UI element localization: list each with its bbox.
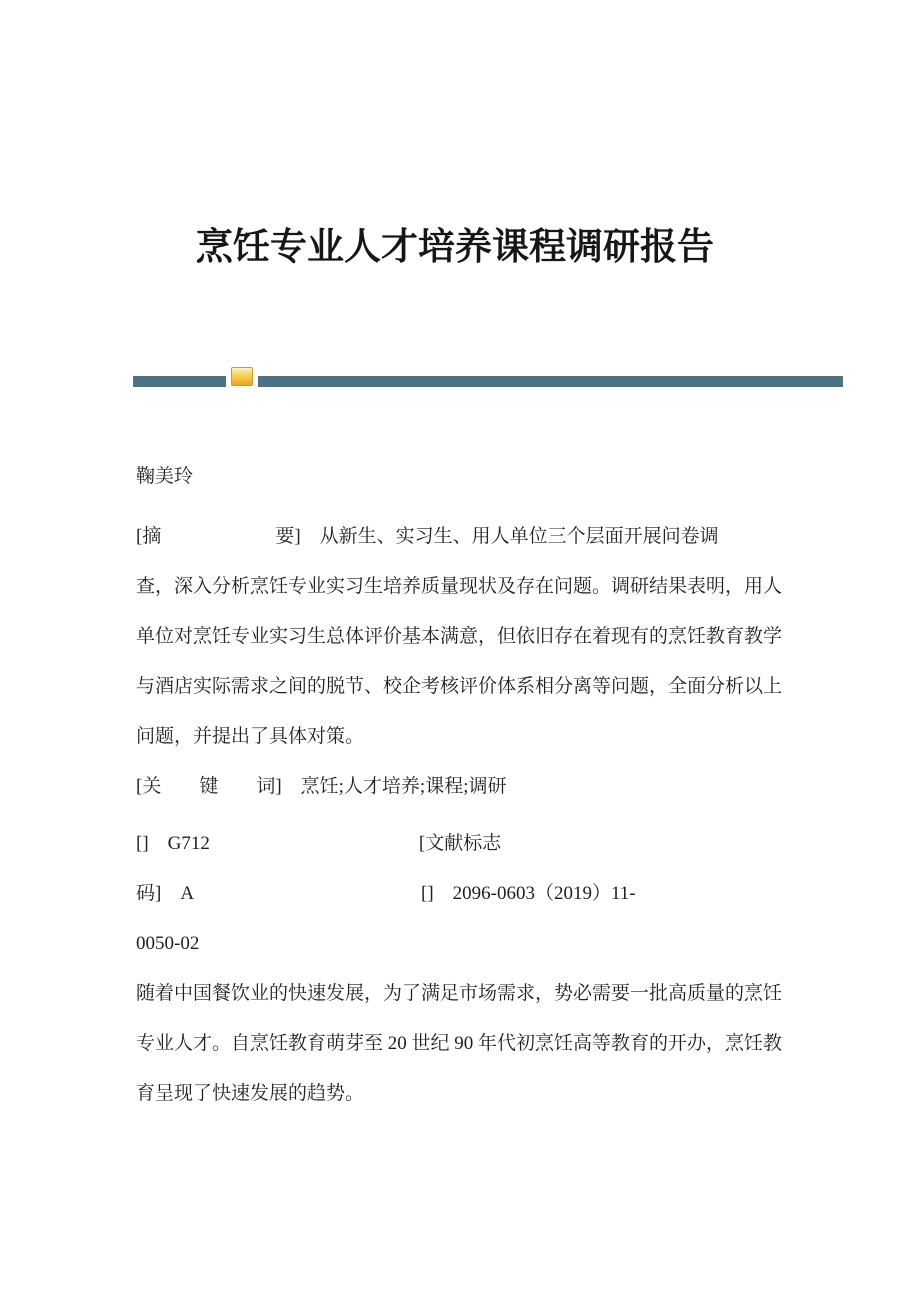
abstract-line: 单位对烹饪专业实习生总体评价基本满意，但依旧存在着现有的烹饪教育教学 xyxy=(136,626,783,647)
author-name: 鞠美玲 xyxy=(136,466,194,487)
envelope-icon xyxy=(231,367,253,386)
classification-codes-paragraph xyxy=(136,819,796,969)
abstract-line: 与酒店实际需求之间的脱节、校企考核评价体系相分离等问题，全面分析以上 xyxy=(136,676,783,697)
author-paragraph xyxy=(136,452,796,502)
keywords-paragraph xyxy=(136,762,796,812)
body-line: 育呈现了快速发展的趋势。 xyxy=(136,1083,365,1104)
divider-bar-left xyxy=(133,376,226,387)
body-line: 随着中国餐饮业的快速发展，为了满足市场需求，势必需要一批高质量的烹饪 xyxy=(136,983,783,1004)
divider-bar-right xyxy=(258,376,843,387)
abstract-paragraph xyxy=(136,512,796,762)
codes-line: [] G712 [文献标志 xyxy=(136,833,502,854)
intro-paragraph xyxy=(136,969,796,1119)
codes-line: 0050-02 xyxy=(136,933,200,954)
document-title: 烹饪专业人才培养课程调研报告 xyxy=(196,227,714,268)
abstract-line: 查，深入分析烹饪专业实习生培养质量现状及存在问题。调研结果表明，用人 xyxy=(136,576,783,597)
section-divider xyxy=(133,367,843,387)
abstract-line: 问题，并提出了具体对策。 xyxy=(136,726,365,747)
body-line: 专业人才。自烹饪教育萌芽至 20 世纪 90 年代初烹饪高等教育的开办，烹饪教 xyxy=(136,1033,783,1054)
keywords-line: [关 键 词] 烹饪;人才培养;课程;调研 xyxy=(136,776,507,797)
codes-line: 码] A [] 2096-0603（2019）11- xyxy=(136,883,636,904)
abstract-line: [摘 要] 从新生、实习生、用人单位三个层面开展问卷调 xyxy=(136,526,719,547)
document-body xyxy=(136,452,796,1119)
